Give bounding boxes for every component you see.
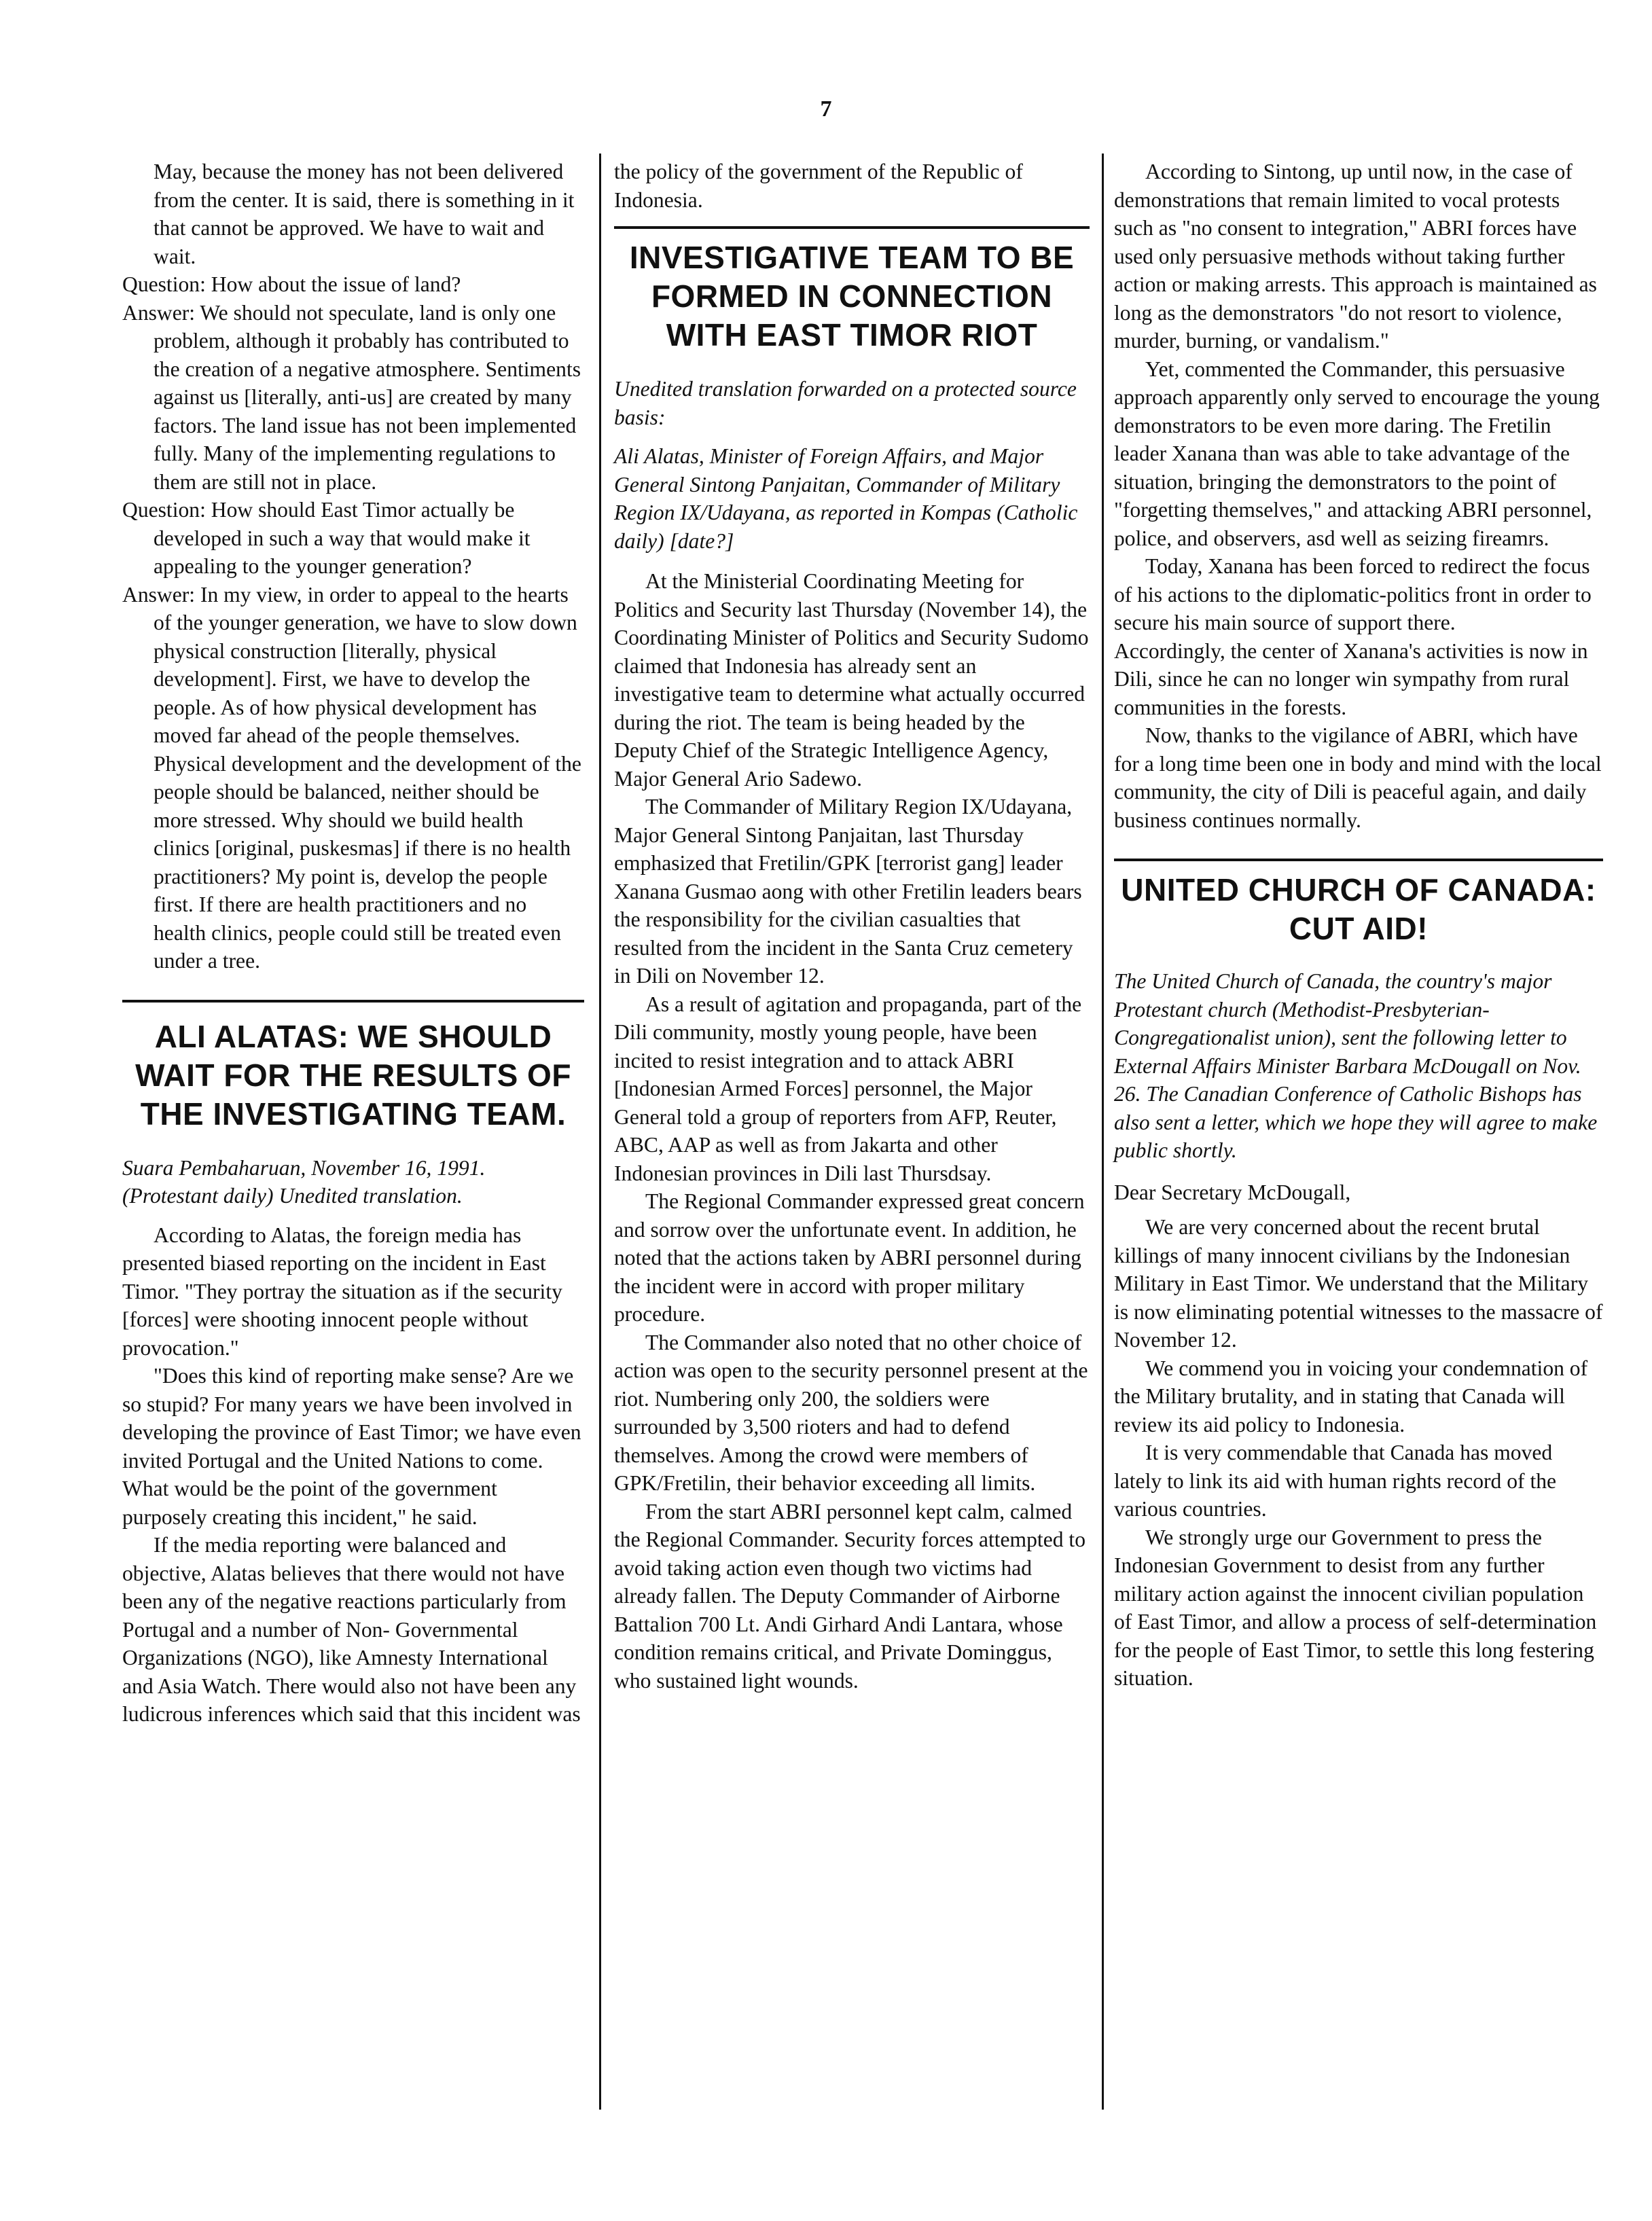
body-paragraph: As a result of agitation and propaganda, part of the Dili community, mostly young people, have been incited to resist integration and to attack ABRI [Indonesian Armed Forces] personnel, the Major General told a group of reporters from AFP, Reuter, ABC, AAP as well as from Jakarta and other Indonesian provinces in Dili last Thursdsay. bbox=[614, 992, 1082, 1185]
body-paragraph: Now, thanks to the vigilance of ABRI, which have for a long time been one in body and mind with the local community, the city of Dili is peaceful again, and daily business continues normally. bbox=[1114, 723, 1602, 832]
body-paragraph: At the Ministerial Coordinating Meeting for Politics and Security last Thursday (November 14), the Coordinating Minister of Politics and Security Sudomo claimed that Indonesia has already sent an investigative team to determine what actually occurred during the riot. The team is being headed by the Deputy Chief of the Strategic Intelligence Agency, Major General Ario Sadewo. bbox=[614, 569, 1089, 791]
article-headline: UNITED CHURCH OF CANADA: CUT AID! bbox=[1121, 872, 1596, 946]
qa-item: Question: How should East Timor actually be developed in such a way that would make it appealing to the younger generation? bbox=[122, 498, 531, 578]
body-paragraph: "Does this kind of reporting make sense? Are we so stupid? For many years we have been involved in developing the province of East Timor; we have even invited Portugal and the United Nations to come. What would be the point of the government purposely creating this incident," he said. bbox=[122, 1364, 581, 1529]
body-paragraph: From the start ABRI personnel kept calm, calmed the Regional Commander. Security forces attempted to avoid taking action even though two victims had already fallen. The Deputy Commander of Airborne Battalion 700 Lt. Andi Girhard Andi Lantara, whose condition remains critical, and Private Dominggus, who sustained light wounds. bbox=[614, 1499, 1085, 1693]
body-paragraph: If the media reporting were balanced and objective, Alatas believes that there would not have been any of the negative reactions particularly from Portugal and a number of Non- Governmental Organizations (NGO), like Amnesty International and Asia Watch. There would also not have been any ludicrous inferences which said that this incident was bbox=[122, 1533, 581, 1726]
article-headline: ALI ALATAS: WE SHOULD WAIT FOR THE RESULTS OF THE INVESTIGATING TEAM. bbox=[135, 1018, 571, 1132]
body-paragraph: We strongly urge our Government to press the Indonesian Government to desist from any further military action against the innocent civilian population of East Timor, and allow a process of self-determination for the people of East Timor, to settle this long festering situation. bbox=[1114, 1525, 1597, 1690]
body-paragraph: The Commander also noted that no other choice of action was open to the security personnel present at the riot. Numbering only 200, the soldiers were surrounded by 3,500 rioters and had to defend themselves. Among the crowd were members of GPK/Fretilin, their behavior exceeding all limits. bbox=[614, 1330, 1088, 1495]
body-paragraph: Today, Xanana has been forced to redirect the focus of his actions to the diplomatic-politics front in order to secure his main source of support there. bbox=[1114, 554, 1592, 634]
article-source: Suara Pembaharuan, November 16, 1991. (Protestant daily) Unedited translation. bbox=[122, 1155, 486, 1208]
article-rule bbox=[122, 1000, 584, 1134]
qa-item: Answer: We should not speculate, land is only one problem, although it probably has contributed to the creation of a negative atmosphere. Sentiments against us [literally, anti-us] are created by many factors. The land issue has not been implemented fully. Many of the implementing regulations to them are still not in place. bbox=[122, 300, 581, 494]
qa-item: Answer: In my view, in order to appeal to the hearts of the younger generation, we have to slow down physical construction [literally, physical development]. First, we have to develop the people. As of how physical development has moved far ahead of the people themselves. Physical development and the development of the people should be balanced, neither should be more stressed. Why should we build health clinics [original, puskesmas] if there is no health practitioners? My point is, develop the people first. If there are health practitioners and no health clinics, people could still be treated even under a tree. bbox=[122, 582, 581, 973]
article-rule bbox=[1114, 859, 1603, 948]
column-divider-right bbox=[1102, 154, 1104, 2110]
column-divider-left bbox=[599, 154, 601, 2110]
letter-salutation: Dear Secretary McDougall, bbox=[1114, 1180, 1351, 1204]
body-paragraph: According to Alatas, the foreign media has presented biased reporting on the incident in East Timor. "They portray the situation as if the security [forces] were shooting innocent people without provocation." bbox=[122, 1223, 562, 1360]
column-left bbox=[122, 158, 584, 1729]
body-paragraph: The Commander of Military Region IX/Udayana, Major General Sintong Panjaitan, last Thursday emphasized that Fretilin/GPK [terrorist gang] leader Xanana Gusmao aong with other Fretilin leaders bears the responsibility for the civilian casualties that resulted from the incident in the Santa Cruz cemetery in Dili on November 12. bbox=[614, 795, 1082, 988]
page-number: 7 bbox=[820, 96, 832, 122]
body-paragraph: We commend you in voicing your condemnation of the Military brutality, and in stating that Canada will review its aid policy to Indonesia. bbox=[1114, 1356, 1588, 1437]
article-source-detail: Ali Alatas, Minister of Foreign Affairs, and Major General Sintong Panjaitan, Commander of Military Region IX/Udayana, as reported in Kompas (Catholic daily) [date?] bbox=[614, 444, 1078, 553]
continued-paragraph: May, because the money has not been delivered from the center. It is said, there is something in it that cannot be approved. We have to wait and wait. bbox=[154, 160, 575, 268]
column-middle bbox=[614, 158, 1090, 1695]
article-rule bbox=[614, 226, 1090, 355]
body-paragraph: Accordingly, the center of Xanana's activities is now in Dili, since he can no longer win sympathy from rural communities in the forests. bbox=[1114, 638, 1588, 719]
body-paragraph: The Regional Commander expressed great concern and sorrow over the unfortunate event. In addition, he noted that the actions taken by ABRI personnel during the incident were in accord with proper military procedure. bbox=[614, 1189, 1085, 1326]
body-paragraph: According to Sintong, up until now, in the case of demonstrations that remain limited to vocal protests such as "no consent to integration," ABRI forces have used only persuasive methods without taking further action or making arrests. This approach is maintained as long as the demonstrators "do not resort to violence, murder, burning, or vandalism." bbox=[1114, 160, 1597, 353]
article-headline: INVESTIGATIVE TEAM TO BE FORMED IN CONNECTION WITH EAST TIMOR RIOT bbox=[629, 240, 1075, 353]
body-paragraph: It is very commendable that Canada has moved lately to link its aid with human rights record of the various countries. bbox=[1114, 1441, 1557, 1521]
continued-paragraph: the policy of the government of the Republic of Indonesia. bbox=[614, 160, 1023, 212]
column-right bbox=[1114, 158, 1603, 1693]
article-source: Unedited translation forwarded on a protected source basis: bbox=[614, 377, 1077, 429]
qa-item: Question: How about the issue of land? bbox=[122, 272, 461, 296]
body-paragraph: Yet, commented the Commander, this persuasive approach apparently only served to encourage the young demonstrators to be even more daring. The Fretilin leader Xanana than was able to take advantage of the situation, bringing the demonstrators to the point of "forgetting themselves," and attacking ABRI personnel, police, and observers, asd well as seizing fireamrs. bbox=[1114, 357, 1600, 550]
body-paragraph: We are very concerned about the recent brutal killings of many innocent civilians by the Indonesian Military in East Timor. We understand that the Military is now eliminating potential witnesses to the massacre of November 12. bbox=[1114, 1215, 1603, 1352]
article-intro: The United Church of Canada, the country's major Protestant church (Methodist-Presbyterian-Congregationalist union), sent the following letter to External Affairs Minister Barbara McDougall on Nov. 26. The Canadian Conference of Catholic Bishops has also sent a letter, which we hope they will agree to make public shortly. bbox=[1114, 969, 1598, 1162]
